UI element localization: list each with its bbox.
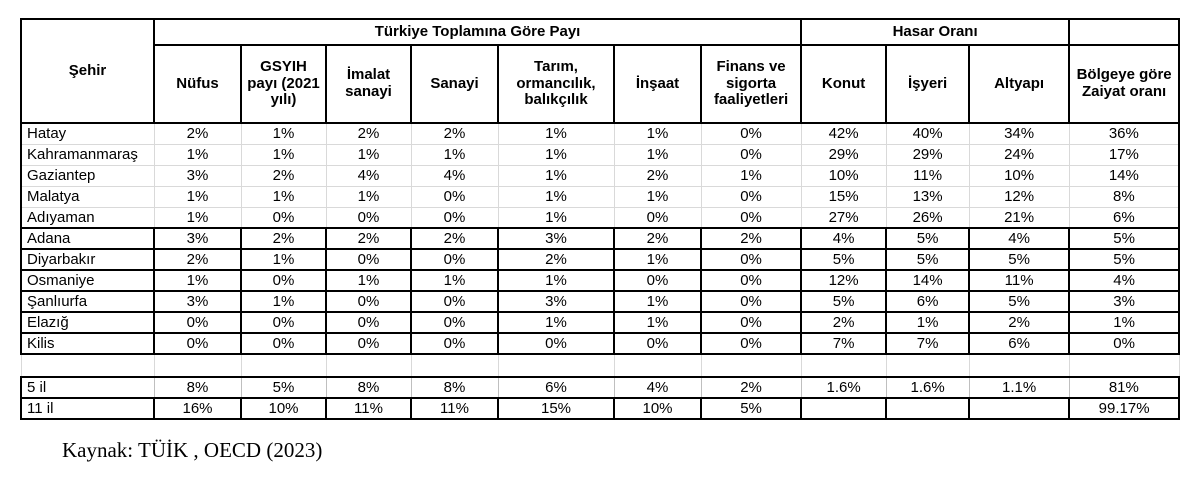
cell: 42% <box>801 123 886 144</box>
cell: 1% <box>241 249 326 270</box>
cell: 0% <box>326 291 411 312</box>
cell: 0% <box>498 333 614 354</box>
cell: 7% <box>801 333 886 354</box>
table-row <box>21 228 1179 249</box>
cell: 36% <box>1069 123 1179 144</box>
cell: 0% <box>614 333 701 354</box>
cell: 2% <box>411 228 498 249</box>
cell: 6% <box>1069 207 1179 228</box>
column-header-industry: Sanayi <box>411 45 498 123</box>
cell <box>326 354 411 377</box>
cell: 6% <box>969 333 1069 354</box>
cell <box>154 354 241 377</box>
table-row <box>21 377 1179 398</box>
cell: 0% <box>701 249 801 270</box>
cell: 0% <box>241 312 326 333</box>
column-header-population: Nüfus <box>154 45 241 123</box>
cell: 2% <box>241 228 326 249</box>
cell: 0% <box>326 333 411 354</box>
cell: 4% <box>969 228 1069 249</box>
cell <box>886 398 969 419</box>
cell: 0% <box>701 270 801 291</box>
cell: 1% <box>326 270 411 291</box>
cell: 0% <box>411 312 498 333</box>
column-header-gdp: GSYIH payı (2021 yılı) <box>241 45 326 123</box>
table-row <box>21 270 1179 291</box>
row-label: Kahramanmaraş <box>21 144 154 165</box>
row-label: Şanlıurfa <box>21 291 154 312</box>
cell: 15% <box>801 186 886 207</box>
cell: 29% <box>886 144 969 165</box>
corner-empty-cell <box>1069 19 1179 45</box>
cell: 1% <box>154 144 241 165</box>
cell: 1% <box>411 270 498 291</box>
cell: 4% <box>614 377 701 398</box>
group-header-damage: Hasar Oranı <box>801 19 1069 45</box>
cell: 34% <box>969 123 1069 144</box>
column-header-manufacturing: İmalat sanayi <box>326 45 411 123</box>
cell <box>969 354 1069 377</box>
cell: 12% <box>969 186 1069 207</box>
cell: 10% <box>969 165 1069 186</box>
column-header-agriculture: Tarım, ormancılık, balıkçılık <box>498 45 614 123</box>
cell: 1.1% <box>969 377 1069 398</box>
cell: 7% <box>886 333 969 354</box>
table-row <box>21 123 1179 144</box>
column-header-workplace: İşyeri <box>886 45 969 123</box>
cell: 0% <box>241 270 326 291</box>
cell: 0% <box>701 144 801 165</box>
cell: 5% <box>801 291 886 312</box>
cell: 1% <box>241 291 326 312</box>
cell: 0% <box>241 207 326 228</box>
cell: 11% <box>886 165 969 186</box>
cell: 1% <box>411 144 498 165</box>
cell: 2% <box>614 165 701 186</box>
cell: 1.6% <box>801 377 886 398</box>
cell: 1% <box>154 207 241 228</box>
source-caption: Kaynak: TÜİK , OECD (2023) <box>62 438 323 462</box>
cell: 0% <box>411 333 498 354</box>
table-row <box>21 186 1179 207</box>
table-row <box>21 144 1179 165</box>
cell: 2% <box>969 312 1069 333</box>
cell: 17% <box>1069 144 1179 165</box>
cell: 1% <box>498 144 614 165</box>
cell: 3% <box>1069 291 1179 312</box>
cell <box>411 354 498 377</box>
cell: 24% <box>969 144 1069 165</box>
cell: 16% <box>154 398 241 419</box>
cell: 14% <box>886 270 969 291</box>
cell <box>801 398 886 419</box>
cell: 3% <box>154 228 241 249</box>
cell: 4% <box>411 165 498 186</box>
cell: 11% <box>326 398 411 419</box>
cell: 26% <box>886 207 969 228</box>
cell: 0% <box>154 312 241 333</box>
cell <box>498 354 614 377</box>
cell: 1% <box>241 123 326 144</box>
cell: 5% <box>701 398 801 419</box>
cell: 1% <box>498 270 614 291</box>
table-row <box>21 312 1179 333</box>
cell: 2% <box>326 123 411 144</box>
cell: 2% <box>154 123 241 144</box>
row-label: 5 il <box>21 377 154 398</box>
cell: 6% <box>886 291 969 312</box>
row-label: 11 il <box>21 398 154 419</box>
cell: 13% <box>886 186 969 207</box>
table-row <box>21 291 1179 312</box>
cell: 1% <box>886 312 969 333</box>
cell: 0% <box>701 333 801 354</box>
cell <box>241 354 326 377</box>
row-label: Malatya <box>21 186 154 207</box>
cell: 1% <box>498 123 614 144</box>
row-label: Hatay <box>21 123 154 144</box>
damage-share-table <box>20 18 1180 420</box>
group-header-share: Türkiye Toplamına Göre Payı <box>154 19 801 45</box>
cell: 1% <box>701 165 801 186</box>
cell: 5% <box>886 228 969 249</box>
cell: 0% <box>701 186 801 207</box>
cell <box>1069 354 1179 377</box>
table-body <box>21 123 1179 419</box>
cell: 2% <box>614 228 701 249</box>
cell: 0% <box>326 312 411 333</box>
cell: 1% <box>498 312 614 333</box>
cell: 10% <box>801 165 886 186</box>
group-header-row <box>21 19 1179 45</box>
cell: 6% <box>498 377 614 398</box>
cell: 3% <box>498 291 614 312</box>
cell: 15% <box>498 398 614 419</box>
cell: 5% <box>801 249 886 270</box>
cell: 8% <box>154 377 241 398</box>
cell: 40% <box>886 123 969 144</box>
cell: 14% <box>1069 165 1179 186</box>
row-label: Osmaniye <box>21 270 154 291</box>
cell: 0% <box>326 207 411 228</box>
cell: 1% <box>326 144 411 165</box>
column-header-finance: Finans ve sigorta faaliyetleri <box>701 45 801 123</box>
cell: 1% <box>498 186 614 207</box>
cell: 1% <box>614 123 701 144</box>
cell: 5% <box>1069 228 1179 249</box>
cell: 2% <box>498 249 614 270</box>
cell <box>801 354 886 377</box>
table-row <box>21 398 1179 419</box>
cell: 29% <box>801 144 886 165</box>
cell: 5% <box>241 377 326 398</box>
column-header-city: Şehir <box>21 19 154 123</box>
cell: 1% <box>614 186 701 207</box>
cell: 10% <box>614 398 701 419</box>
cell: 0% <box>326 249 411 270</box>
cell: 1% <box>498 207 614 228</box>
cell: 10% <box>241 398 326 419</box>
cell <box>614 354 701 377</box>
column-header-construction: İnşaat <box>614 45 701 123</box>
cell: 8% <box>411 377 498 398</box>
column-header-housing: Konut <box>801 45 886 123</box>
cell: 3% <box>498 228 614 249</box>
cell: 0% <box>411 291 498 312</box>
cell: 4% <box>1069 270 1179 291</box>
cell: 0% <box>614 270 701 291</box>
cell: 0% <box>411 249 498 270</box>
cell: 0% <box>411 207 498 228</box>
cell: 1% <box>241 144 326 165</box>
cell: 1% <box>326 186 411 207</box>
cell: 5% <box>969 249 1069 270</box>
row-label: Elazığ <box>21 312 154 333</box>
cell: 1% <box>614 249 701 270</box>
cell: 1% <box>614 312 701 333</box>
cell: 2% <box>701 377 801 398</box>
table-row <box>21 249 1179 270</box>
cell: 5% <box>886 249 969 270</box>
table-row <box>21 207 1179 228</box>
cell: 1% <box>614 144 701 165</box>
cell: 3% <box>154 165 241 186</box>
cell: 99.17% <box>1069 398 1179 419</box>
cell <box>886 354 969 377</box>
cell: 8% <box>326 377 411 398</box>
column-header-infrastructure: Altyapı <box>969 45 1069 123</box>
cell: 2% <box>326 228 411 249</box>
column-header-row <box>21 45 1179 123</box>
cell: 21% <box>969 207 1069 228</box>
cell: 0% <box>701 291 801 312</box>
row-label: Adana <box>21 228 154 249</box>
row-label: Adıyaman <box>21 207 154 228</box>
cell: 0% <box>154 333 241 354</box>
table-row <box>21 333 1179 354</box>
row-label: Gaziantep <box>21 165 154 186</box>
cell: 0% <box>411 186 498 207</box>
cell: 1% <box>154 270 241 291</box>
cell: 2% <box>411 123 498 144</box>
cell: 1% <box>498 165 614 186</box>
cell: 1% <box>614 291 701 312</box>
row-label: Diyarbakır <box>21 249 154 270</box>
row-label <box>21 354 154 377</box>
cell: 4% <box>801 228 886 249</box>
cell: 11% <box>969 270 1069 291</box>
cell: 0% <box>701 312 801 333</box>
cell: 5% <box>969 291 1069 312</box>
cell: 2% <box>801 312 886 333</box>
cell: 11% <box>411 398 498 419</box>
cell: 0% <box>701 123 801 144</box>
table-row <box>21 165 1179 186</box>
cell: 0% <box>241 333 326 354</box>
cell: 2% <box>241 165 326 186</box>
cell: 0% <box>614 207 701 228</box>
cell: 1% <box>1069 312 1179 333</box>
row-label: Kilis <box>21 333 154 354</box>
spacer-row <box>21 354 1179 377</box>
cell: 3% <box>154 291 241 312</box>
cell: 8% <box>1069 186 1179 207</box>
cell: 0% <box>1069 333 1179 354</box>
cell: 2% <box>701 228 801 249</box>
cell: 1% <box>154 186 241 207</box>
cell: 5% <box>1069 249 1179 270</box>
cell: 1% <box>241 186 326 207</box>
cell: 0% <box>701 207 801 228</box>
cell: 27% <box>801 207 886 228</box>
cell: 1.6% <box>886 377 969 398</box>
cell: 2% <box>154 249 241 270</box>
cell: 81% <box>1069 377 1179 398</box>
table-header <box>21 19 1179 123</box>
cell: 12% <box>801 270 886 291</box>
cell: 4% <box>326 165 411 186</box>
cell <box>701 354 801 377</box>
column-header-casualty-rate: Bölgeye göre Zaiyat oranı <box>1069 45 1179 123</box>
cell <box>969 398 1069 419</box>
